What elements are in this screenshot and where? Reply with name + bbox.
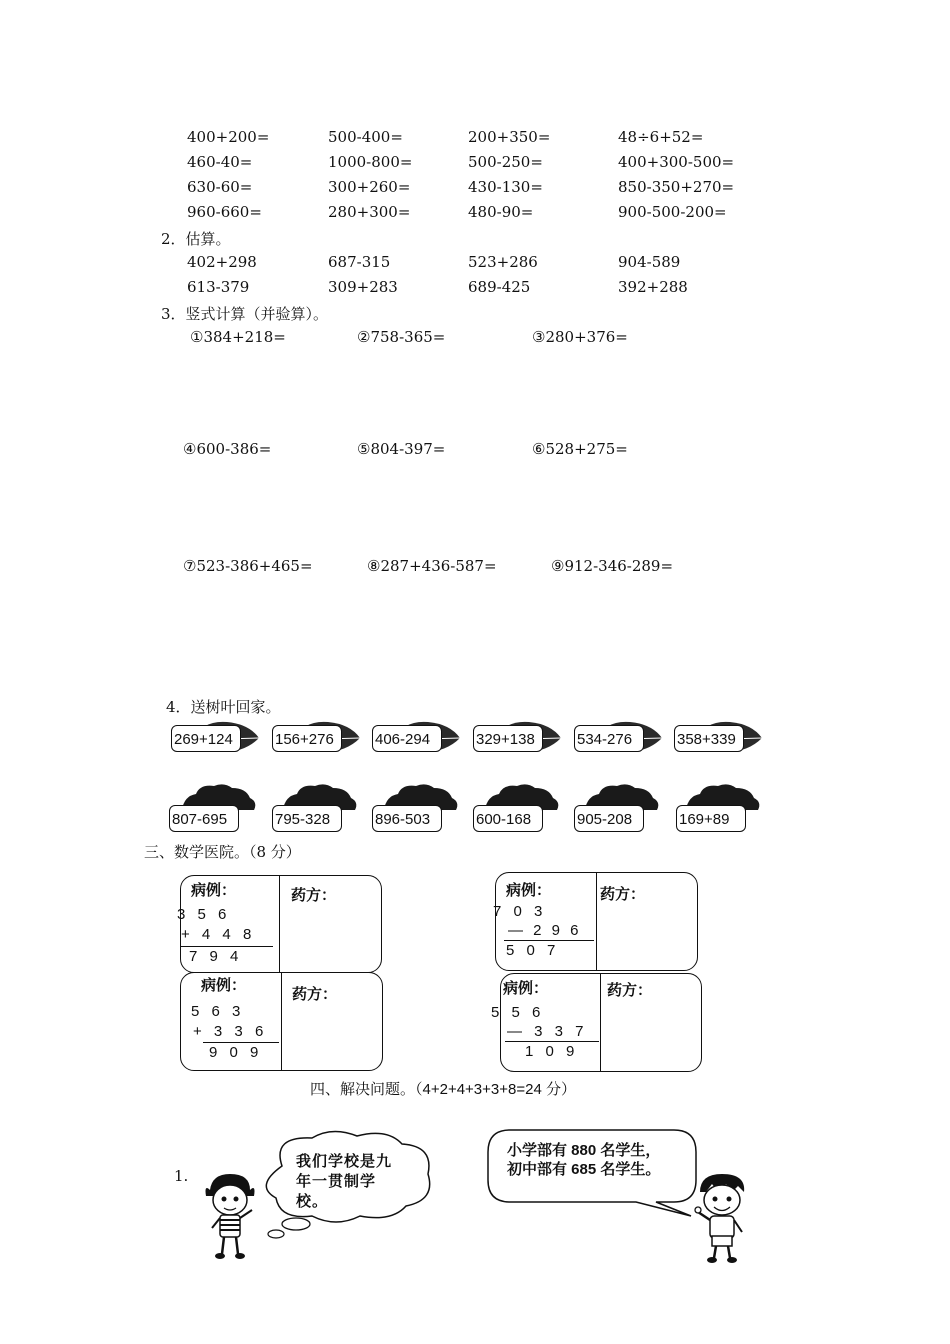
case-box bbox=[495, 872, 698, 971]
case-digits: + 3 3 6 bbox=[193, 1023, 264, 1040]
leaf-expression[interactable]: 156+276 bbox=[272, 725, 342, 752]
oral-item: 300+260= bbox=[328, 178, 411, 196]
case-digits: + 4 4 8 bbox=[181, 926, 252, 943]
case-box bbox=[180, 972, 383, 1071]
case-digits: 5 5 6 bbox=[491, 1004, 541, 1021]
case-label: 病例： bbox=[503, 980, 549, 997]
estimate-heading: 2．估算。 bbox=[161, 230, 231, 248]
oral-item: 480-90= bbox=[468, 203, 534, 221]
tree-expression[interactable]: 600-168 bbox=[473, 805, 543, 832]
tree-expression[interactable]: 795-328 bbox=[272, 805, 342, 832]
oral-item: 430-130= bbox=[468, 178, 543, 196]
child-cartoon-right-icon bbox=[692, 1172, 752, 1264]
oral-item: 960-660= bbox=[187, 203, 262, 221]
case-digits: 7 0 3 bbox=[493, 903, 543, 920]
case-digits: 3 5 6 bbox=[177, 906, 227, 923]
oral-item: 1000-800= bbox=[328, 153, 413, 171]
oral-item: 48÷6+52= bbox=[618, 128, 704, 146]
leaf-expression[interactable]: 269+124 bbox=[171, 725, 241, 752]
case-label: 病例： bbox=[191, 882, 237, 899]
oral-item: 630-60= bbox=[187, 178, 253, 196]
oral-item: 500-250= bbox=[468, 153, 543, 171]
prescription-label: 药方： bbox=[600, 886, 646, 903]
vertical-item: ②758-365= bbox=[357, 328, 446, 346]
problem-number: 1. bbox=[174, 1167, 189, 1185]
case-digits: 9 0 9 bbox=[209, 1044, 259, 1061]
tree-expression[interactable]: 905-208 bbox=[574, 805, 644, 832]
vertical-item: ③280+376= bbox=[532, 328, 628, 346]
case-label: 病例： bbox=[506, 882, 552, 899]
vertical-item: ⑨912-346-289= bbox=[551, 557, 674, 575]
bubble-left-text: 我们学校是九年一贯制学校。 bbox=[296, 1153, 393, 1210]
oral-item: 400+200= bbox=[187, 128, 270, 146]
case-box bbox=[177, 875, 382, 973]
oral-item: 460-40= bbox=[187, 153, 253, 171]
tree-expression[interactable]: 807-695 bbox=[169, 805, 239, 832]
case-box bbox=[491, 973, 702, 1072]
estimate-item: 309+283 bbox=[328, 278, 398, 296]
vertical-item: ⑥528+275= bbox=[532, 440, 628, 458]
estimate-item: 392+288 bbox=[618, 278, 688, 296]
oral-item: 500-400= bbox=[328, 128, 403, 146]
oral-item: 850-350+270= bbox=[618, 178, 735, 196]
tree-expression[interactable]: 896-503 bbox=[372, 805, 442, 832]
tree-expression[interactable]: 169+89 bbox=[676, 805, 746, 832]
leaf-expression[interactable]: 329+138 bbox=[473, 725, 543, 752]
oral-item: 400+300-500= bbox=[618, 153, 735, 171]
leaf-expression[interactable]: 406-294 bbox=[372, 725, 442, 752]
problems-heading: 四、解决问题。（4+2+4+3+3+8=24 分） bbox=[310, 1081, 576, 1098]
oral-item: 200+350= bbox=[468, 128, 551, 146]
estimate-item: 687-315 bbox=[328, 253, 391, 271]
estimate-item: 904-589 bbox=[618, 253, 681, 271]
leaf-expression[interactable]: 358+339 bbox=[674, 725, 744, 752]
hospital-heading: 三、数学医院。（8 分） bbox=[144, 843, 301, 861]
vertical-item: ①384+218= bbox=[190, 328, 286, 346]
estimate-item: 523+286 bbox=[468, 253, 538, 271]
estimate-item: 613-379 bbox=[187, 278, 250, 296]
case-digits: 5 0 7 bbox=[506, 942, 556, 959]
leaves-heading: 4．送树叶回家。 bbox=[166, 698, 281, 716]
case-digits: — 2 9 6 bbox=[508, 922, 579, 939]
vertical-item: ④600-386= bbox=[183, 440, 272, 458]
vertical-item: ⑤804-397= bbox=[357, 440, 446, 458]
oral-item: 900-500-200= bbox=[618, 203, 727, 221]
case-label: 病例： bbox=[201, 977, 247, 994]
case-digits: 1 0 9 bbox=[525, 1043, 575, 1060]
vertical-heading: 3．竖式计算（并验算）。 bbox=[161, 305, 329, 323]
prescription-label: 药方： bbox=[292, 986, 338, 1003]
leaf-expression[interactable]: 534-276 bbox=[574, 725, 644, 752]
estimate-item: 402+298 bbox=[187, 253, 257, 271]
prescription-label: 药方： bbox=[607, 982, 653, 999]
case-digits: 7 9 4 bbox=[189, 948, 239, 965]
vertical-item: ⑦523-386+465= bbox=[183, 557, 313, 575]
prescription-label: 药方： bbox=[291, 887, 337, 904]
estimate-item: 689-425 bbox=[468, 278, 531, 296]
oral-item: 280+300= bbox=[328, 203, 411, 221]
case-digits: 5 6 3 bbox=[191, 1003, 241, 1020]
child-cartoon-left-icon bbox=[200, 1172, 260, 1262]
bubble-right-line1: 小学部有 880 名学生， bbox=[507, 1142, 661, 1159]
bubble-right-line2: 初中部有 685 名学生。 bbox=[507, 1161, 661, 1178]
case-digits: — 3 3 7 bbox=[507, 1023, 584, 1040]
vertical-item: ⑧287+436-587= bbox=[367, 557, 497, 575]
